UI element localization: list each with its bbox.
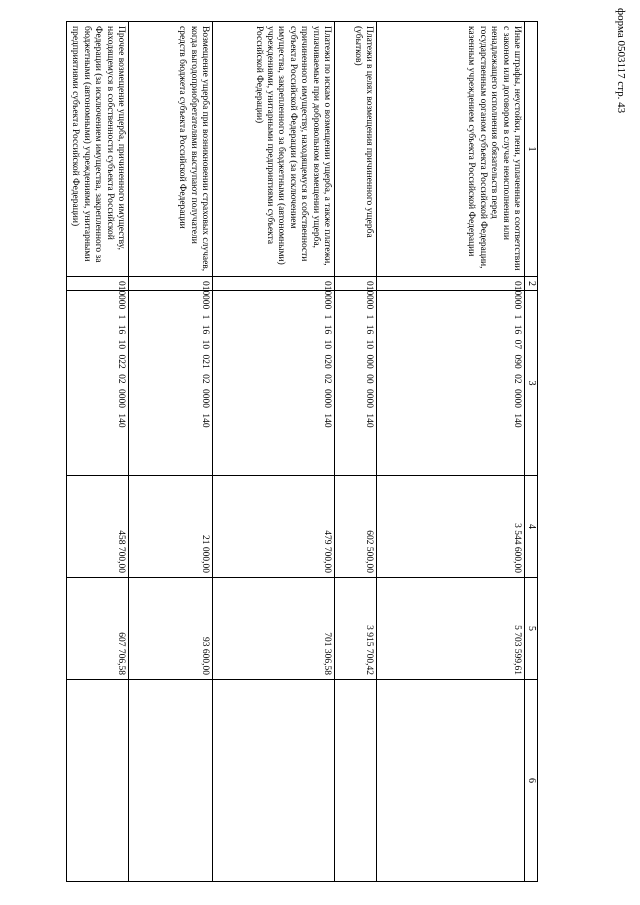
table-row	[213, 22, 335, 882]
income-name: Платежи по искам о возмещении ущерба, а также платежи, уплачиваемые при добровольном возмещении ущерба, причиненного имуществу, находящемуся в собственности субъекта Российской Федерации (за исключением имущества, закрепленного за бюджетными (автономными) учреждениями, унитарными предприятиями субъекта Российской Федерации)	[213, 22, 335, 277]
unexecuted-amount	[129, 680, 213, 882]
approved-amount: 3 544 600,00	[377, 476, 525, 578]
approved-amount: 458 700,00	[67, 476, 129, 578]
income-name: Иные штрафы, неустойки, пени, уплаченные в соответствии с законом или договором в случае неисполнения или ненадлежащего исполнения обязательств перед государственным органом субъекта Российской Федерации, казенным учреждением субъекта Российской Федерации	[377, 22, 525, 277]
budget-classification-code: 000 1 16 10 000 00 0000 140	[335, 291, 377, 476]
column-number: 4	[525, 476, 538, 578]
row-code: 010	[335, 277, 377, 291]
row-code: 010	[213, 277, 335, 291]
approved-amount: 602 500,00	[335, 476, 377, 578]
column-number-row	[525, 22, 538, 882]
executed-amount: 5 703 599,61	[377, 578, 525, 680]
income-name: Платежи в целях возмещения причиненного ущерба (убытков)	[335, 22, 377, 277]
table-row	[129, 22, 213, 882]
unexecuted-amount	[213, 680, 335, 882]
budget-classification-code: 000 1 16 10 020 02 0000 140	[213, 291, 335, 476]
row-code: 010	[377, 277, 525, 291]
unexecuted-amount	[377, 680, 525, 882]
executed-amount: 701 306,58	[213, 578, 335, 680]
column-number: 3	[525, 291, 538, 476]
form-label: форма 0503117 стр. 43	[615, 8, 627, 114]
table-row	[67, 22, 129, 882]
row-code: 010	[129, 277, 213, 291]
column-number: 6	[525, 680, 538, 882]
table-row	[335, 22, 377, 882]
rotated-table-container	[68, 21, 538, 881]
approved-amount: 479 700,00	[213, 476, 335, 578]
budget-classification-code: 000 1 16 07 090 02 0000 140	[377, 291, 525, 476]
income-name: Прочее возмещение ущерба, причиненного имуществу, находящемуся в собственности субъекта Российской Федерации (за исключением имущества, закрепленного за бюджетными (автономными) учреждениями, унитарными предприятиями субъекта Российской Федерации)	[67, 22, 129, 277]
executed-amount: 3 915 700,42	[335, 578, 377, 680]
column-number: 5	[525, 578, 538, 680]
table-row	[377, 22, 525, 882]
approved-amount: 21 000,00	[129, 476, 213, 578]
report-page	[68, 21, 538, 881]
budget-classification-code: 000 1 16 10 021 02 0000 140	[129, 291, 213, 476]
executed-amount: 93 600,00	[129, 578, 213, 680]
unexecuted-amount	[67, 680, 129, 882]
executed-amount: 607 706,58	[67, 578, 129, 680]
row-code: 010	[67, 277, 129, 291]
column-number: 2	[525, 277, 538, 291]
unexecuted-amount	[335, 680, 377, 882]
income-report-table	[66, 21, 538, 882]
budget-classification-code: 000 1 16 10 022 02 0000 140	[67, 291, 129, 476]
income-name: Возмещение ущерба при возникновении страховых случаев, когда выгодоприобретателями выступают получатели средств бюджета субъекта Российской Федерации	[129, 22, 213, 277]
column-number: 1	[525, 22, 538, 277]
